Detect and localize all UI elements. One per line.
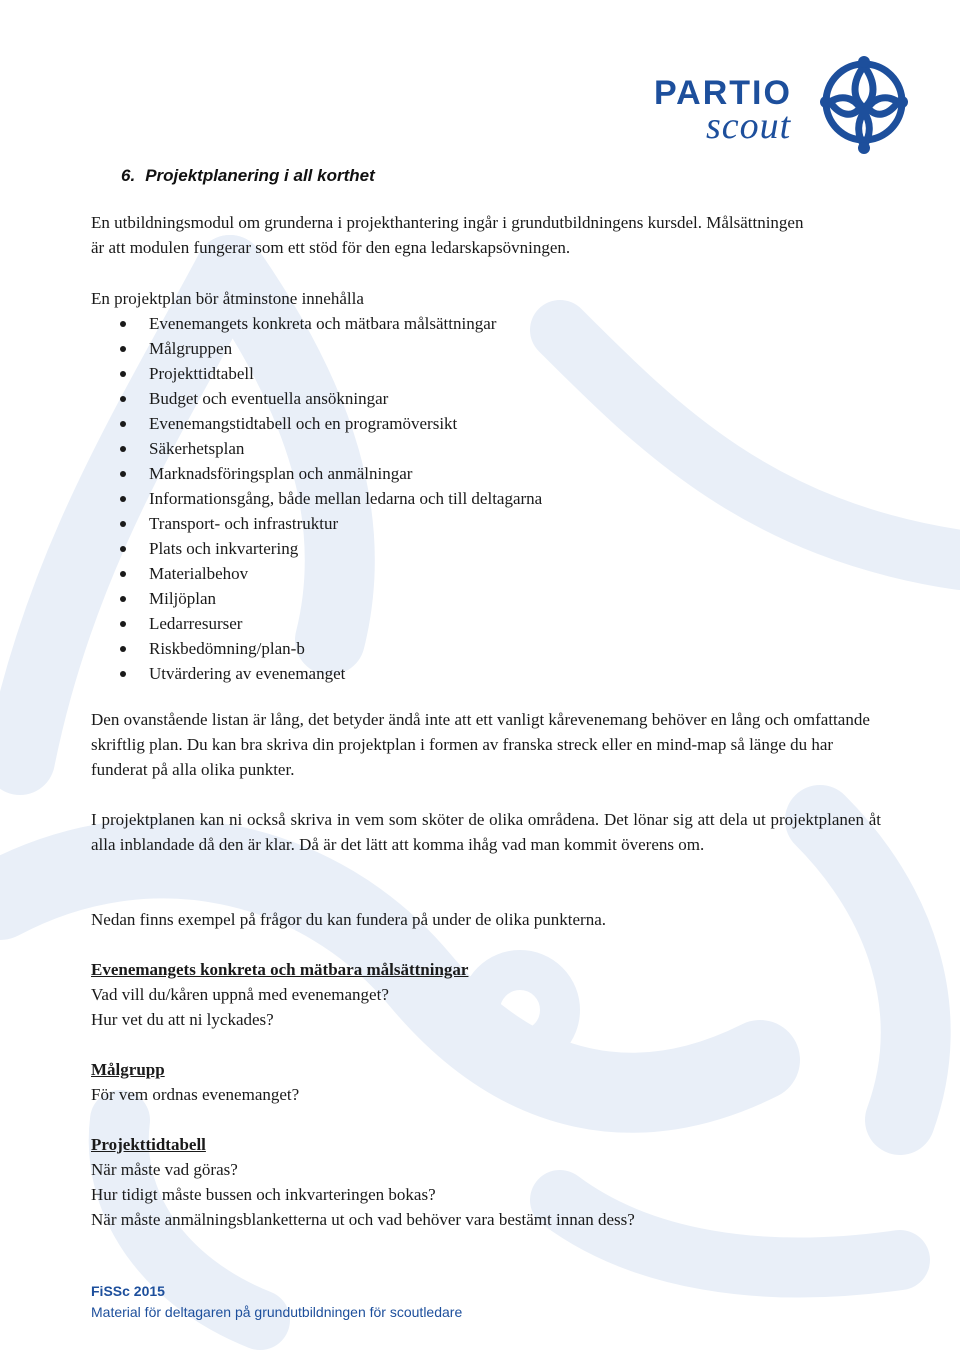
list-item: Utvärdering av evenemanget <box>118 661 542 686</box>
list-item: Evenemangets konkreta och mätbara målsättningar <box>118 311 542 336</box>
question-text: För vem ordnas evenemanget? <box>91 1085 300 1104</box>
list-item: Informationsgång, både mellan ledarna och till deltagarna <box>118 486 542 511</box>
list-item: Miljöplan <box>118 586 542 611</box>
intro-line-1: En utbildningsmodul om grunderna i projekthantering ingår i grundutbildningens kursdel. Målsättningen <box>91 213 804 232</box>
list-intro: En projektplan bör åtminstone innehålla <box>91 289 364 308</box>
partio-scout-logo <box>652 52 912 160</box>
section-heading <box>121 166 375 186</box>
list-item: Evenemangstidtabell och en programöversikt <box>118 411 542 436</box>
intro-line-2: är att modulen fungerar som ett stöd för den egna ledarskapsövningen. <box>91 238 571 257</box>
list-item: Ledarresurser <box>118 611 542 636</box>
question-text: Hur tidigt måste bussen och inkvarteringen bokas? <box>91 1185 436 1204</box>
question-text: När måste vad göras? <box>91 1160 238 1179</box>
section-title-goals: Evenemangets konkreta och mätbara målsättningar <box>91 960 469 979</box>
list-item: Målgruppen <box>118 336 542 361</box>
list-item: Riskbedömning/plan-b <box>118 636 542 661</box>
section-title-project-schedule: Projekttidtabell <box>91 1135 206 1154</box>
list-item: Säkerhetsplan <box>118 436 542 461</box>
list-item: Transport- och infrastruktur <box>118 511 542 536</box>
list-item: Marknadsföringsplan och anmälningar <box>118 461 542 486</box>
list-item: Projekttidtabell <box>118 361 542 386</box>
list-item: Materialbehov <box>118 561 542 586</box>
heading-title: Projektplanering i all korthet <box>145 166 375 185</box>
list-item: Budget och eventuella ansökningar <box>118 386 542 411</box>
question-text: Hur vet du att ni lyckades? <box>91 1010 274 1029</box>
list-item: Plats och inkvartering <box>118 536 542 561</box>
question-text: Vad vill du/kåren uppnå med evenemanget? <box>91 985 389 1004</box>
paragraph-responsibilities: I projektplanen kan ni också skriva in vem som sköter de olika områdena. Det lönar sig att dela ut projektplanen åt alla inblandade då den är klar. Då är det lätt att komma ihåg vad man kommit överens om. <box>91 810 881 854</box>
content-list <box>118 311 542 686</box>
paragraph-list-length: Den ovanstående listan är lång, det betyder ändå inte att ett vanligt kårevenemang behöver en lång och omfattande skriftlig plan. Du kan bra skriva din projektplan i formen av franska streck eller en mind-map så länge du har funderat på alla olika punkter. <box>91 710 870 779</box>
footer-code: FiSSc 2015 <box>91 1283 165 1299</box>
question-text: När måste anmälningsblanketterna ut och vad behöver vara bestämt innan dess? <box>91 1210 635 1229</box>
logo-text-scout: scout <box>706 105 792 147</box>
heading-number: 6. <box>121 166 136 185</box>
section-title-target-group: Målgrupp <box>91 1060 165 1079</box>
paragraph-examples-intro: Nedan finns exempel på frågor du kan fundera på under de olika punkterna. <box>91 910 606 929</box>
footer-description: Material för deltagaren på grundutbildningen för scoutledare <box>91 1304 463 1320</box>
logo-text-partio: PARTIO <box>654 74 792 112</box>
partio-scout-emblem-icon <box>812 52 912 156</box>
